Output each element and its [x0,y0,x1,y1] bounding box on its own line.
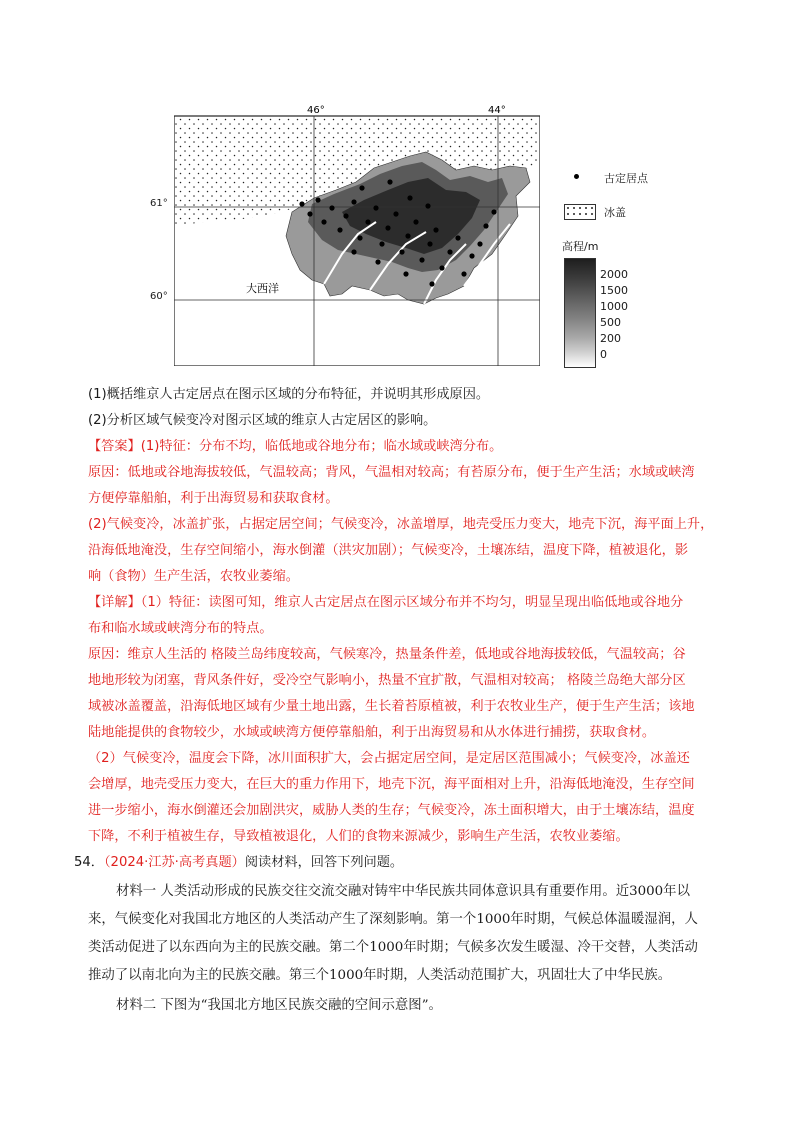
detail-line-1 [88,593,683,613]
material-2: 材料二 下图为“我国北方地区民族交融的空间示意图”。 [116,998,442,1013]
material-1-line-2: 来，气候变化对我国北方地区的人类活动产生了深刻影响。第一个1000年时期，气候总体温暖湿润，人 [88,912,698,927]
detail-line-10: 下降，不利于植被生存，导致植被退化，人们的食物来源减少，影响生产生活，农牧业萎缩。 [88,829,629,844]
lat-label-61: 61° [150,198,168,209]
detail-text-1: （1）特征：读图可知，维京人古定居点在图示区域分布并不均匀，明显呈现出临低地或谷地分 [140,595,684,610]
answer-line-5: 沿海低地淹没，生存空间缩小，海水倒灌（洪灾加剧）；气候变冷，土壤冻结，温度下降，植被退化，影 [88,543,689,558]
q54-prompt: 阅读材料，回答下列问题。 [244,855,404,870]
lon-label-44: 44° [488,105,506,116]
elev-500: 500 [600,316,621,329]
q54-source: （2024·江苏·高考真题） [103,855,245,870]
lon-label-46: 46° [307,105,325,116]
detail-line-6: 陆地能提供的食物较少，水域或峡湾方便停靠船舶，利于出海贸易和从水体进行捕捞，获取食材。 [88,725,656,740]
detail-line-4: 地地形较为闭塞，背风条件好，受冷空气影响小，热量不宜扩散，气温相对较高； 格陵兰岛绝大部分区 [88,673,686,688]
elev-1500: 1500 [600,284,628,297]
material-1-line-1: 材料一 人类活动形成的民族交往交流交融对铸牢中华民族共同体意识具有重要作用。近3000年以 [116,884,690,899]
detail-tag: 【详解】 [88,595,141,610]
elev-200: 200 [600,332,621,345]
settlement-symbol [574,174,579,179]
q54-number: 54． [74,855,104,870]
material-1-line-4: 推动了以南北向为主的民族交融。第三个1000年时期，人类活动范围扩大，巩固壮大了中华民族。 [88,968,672,983]
ice-symbol [564,204,596,220]
detail-line-9: 进一步缩小，海水倒灌还会加剧洪灾，威胁人类的生存；气候变冷，冻土面积增大，由于土壤冻结，温度 [88,803,695,818]
answer-line-1 [88,437,502,457]
detail-line-8: 会增厚，地壳受压力变大，在巨大的重力作用下，地壳下沉，海平面相对上升，沿海低地淹没，生存空间 [88,777,695,792]
answer-line-3: 方便停靠船舶，利于出海贸易和获取食材。 [88,491,339,506]
detail-line-2: 布和临水域或峡湾分布的特点。 [88,621,273,636]
detail-line-7: （2）气候变冷，温度会下降，冰川面积扩大，会占据定居空间，是定居区范围减小；气候变冷，冰盖还 [88,751,690,766]
answer-tag: 【答案】 [88,439,141,454]
legend-settlement: 古定居点 [604,172,648,185]
material-1-line-3: 类活动促进了以东西向为主的民族交融。第二个1000年时期；气候多次发生暖湿、冷干交替，人类活动 [88,940,698,955]
question-2: (2)分析区域气候变冷对图示区域的维京人古定居区的影响。 [88,413,437,428]
ocean-label: 大西洋 [246,282,279,295]
answer-line-2: 原因：低地或谷地海拔较低，气温较高；背风，气温相对较高；有苔原分布，便于生产生活；水域或峡湾 [88,465,695,480]
elev-1000: 1000 [600,300,628,313]
elev-2000: 2000 [600,268,628,281]
elev-0: 0 [600,348,607,361]
detail-line-3: 原因：维京人生活的 格陵兰岛纬度较高，气候寒冷，热量条件差，低地或谷地海拔较低，气温较高；谷 [88,647,686,662]
legend-elevation-title: 高程/m [562,240,599,253]
question-1: (1)概括维京人古定居点在图示区域的分布特征，并说明其形成原因。 [88,387,490,402]
q54-header [74,853,403,873]
answer-line-4: (2)气候变冷，冰盖扩张，占据定居空间；气候变冷，冰盖增厚，地壳受压力变大，地壳下沉，海平面上升， [88,517,714,532]
detail-line-5: 域被冰盖覆盖，沿海低地区域有少量土地出露，生长着苔原植被，利于农牧业生产，便于生产生活；该地 [88,699,695,714]
legend-ice: 冰盖 [604,206,626,219]
greenland-map [174,104,540,366]
lat-label-60: 60° [150,291,168,302]
map-legend [560,168,710,378]
answer-line-6: 响（食物）生产生活，农牧业萎缩。 [88,569,299,584]
answer-text-1: (1)特征：分布不均，临低地或谷地分布；临水域或峡湾分布。 [140,439,503,454]
elevation-bar [564,258,596,368]
